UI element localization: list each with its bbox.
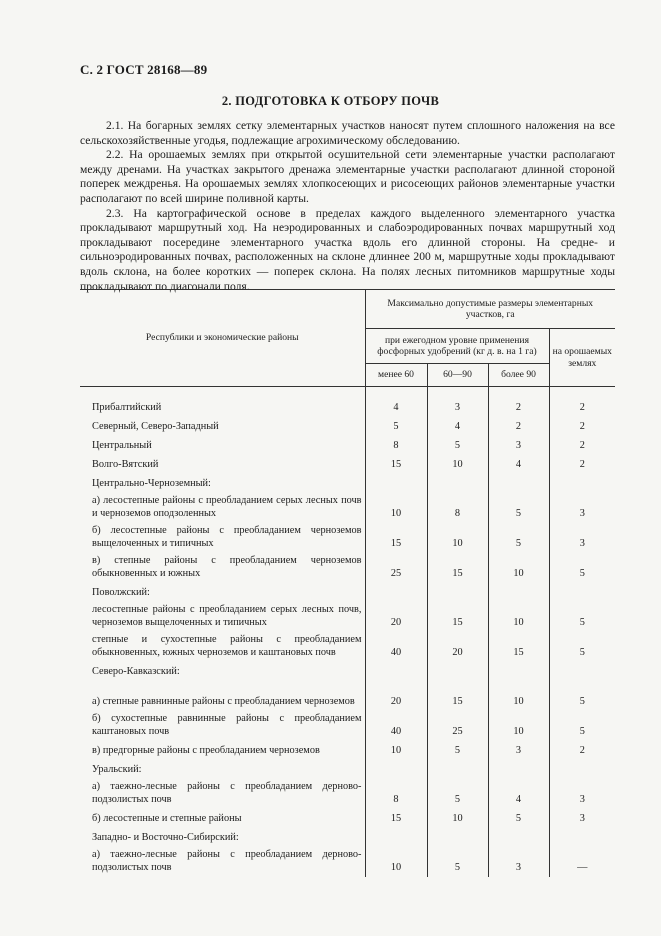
table-row xyxy=(80,828,615,847)
table-row xyxy=(80,741,615,760)
value-cell-a xyxy=(365,583,427,602)
region-cell: Северный, Северо-Западный xyxy=(92,420,219,432)
value-cell-b: 3 xyxy=(427,387,488,418)
paragraph-2-3: 2.3. На картографической основе в пределах каждого выделенного элементарного участка прокладывают маршрутный ход. На неэродированных и слабоэродированных почвах маршрутный ход прокладывают посередине элементарного участка вдоль его длинной стороны. На средне- и сильноэродированных почвах, расположенных на склоне длиннее 200 м, маршрутные ходы прокладывают вдоль склона, на более коротких — поперек склона. На полях лесных питомников маршрутные ходы прокладывают по диагонали поля. xyxy=(80,206,615,293)
value-cell-c xyxy=(488,760,549,779)
value-cell-d: 3 xyxy=(549,523,615,553)
value-cell-d xyxy=(549,583,615,602)
header-region: Республики и экономические районы xyxy=(80,290,365,387)
header-lt60: менее 60 xyxy=(365,364,427,387)
value-cell-c: 3 xyxy=(488,741,549,760)
value-cell-a: 15 xyxy=(365,523,427,553)
table-body xyxy=(80,387,615,878)
value-cell-d: 3 xyxy=(549,809,615,828)
value-cell-c: 10 xyxy=(488,681,549,711)
table-row xyxy=(80,436,615,455)
page-header: С. 2 ГОСТ 28168—89 xyxy=(80,62,208,77)
paragraph-2-1: 2.1. На богарных землях сетку элементарных участков наносят путем сплошного наложения на все сельскохозяйственные угодья, подлежащие агрохимическому обследованию. xyxy=(80,119,615,147)
region-cell: б) лесостепные и степные районы xyxy=(92,812,242,824)
value-cell-d: — xyxy=(549,847,615,877)
value-cell-a: 15 xyxy=(365,455,427,474)
header-irrigated: на орошаемых землях xyxy=(549,329,615,387)
table-row xyxy=(80,493,615,523)
region-cell: Северо-Кавказский: xyxy=(92,665,180,677)
value-cell-b xyxy=(427,760,488,779)
region-cell: в) степные районы с преобладанием черноземов обыкновенных и южных xyxy=(92,555,362,579)
table-row xyxy=(80,779,615,809)
value-cell-b: 25 xyxy=(427,711,488,741)
value-cell-a: 5 xyxy=(365,417,427,436)
region-cell: степные и сухостепные районы с преобладанием обыкновенных, южных черноземов и каштановых почв xyxy=(92,634,362,658)
table-row xyxy=(80,387,615,418)
value-cell-c: 3 xyxy=(488,436,549,455)
value-cell-d xyxy=(549,760,615,779)
value-cell-a: 20 xyxy=(365,681,427,711)
value-cell-c: 4 xyxy=(488,779,549,809)
value-cell-c: 2 xyxy=(488,387,549,418)
value-cell-d xyxy=(549,828,615,847)
value-cell-c: 5 xyxy=(488,809,549,828)
header-fertilizer: при ежегодном уровне применения фосфорных удобрений (кг д. в. на 1 га) xyxy=(365,329,549,364)
table-row xyxy=(80,474,615,493)
value-cell-b: 20 xyxy=(427,632,488,662)
region-cell: а) таежно-лесные районы с преобладанием дерново-подзолистых почв xyxy=(92,781,362,805)
paragraph-2-2: 2.2. На орошаемых землях при открытой осушительной сети элементарные участки располагают между дренами. На участках закрытого дренажа элементарные участки располагают длинной стороной поперек междренья. На орошаемых землях хлопкосеющих и рисосеющих районов элементарные участки располагают по всей ширине поливной карты. xyxy=(80,148,615,205)
value-cell-d: 3 xyxy=(549,779,615,809)
value-cell-b: 15 xyxy=(427,681,488,711)
value-cell-c: 2 xyxy=(488,417,549,436)
value-cell-b xyxy=(427,583,488,602)
table-row xyxy=(80,583,615,602)
value-cell-d: 2 xyxy=(549,455,615,474)
table-row xyxy=(80,417,615,436)
table-row xyxy=(80,523,615,553)
region-cell: Уральский: xyxy=(92,763,142,775)
value-cell-d: 2 xyxy=(549,741,615,760)
value-cell-b: 5 xyxy=(427,847,488,877)
value-cell-d: 5 xyxy=(549,632,615,662)
value-cell-b: 10 xyxy=(427,809,488,828)
value-cell-c: 5 xyxy=(488,493,549,523)
region-cell: б) лесостепные районы с преобладанием черноземов выщелоченных и типичных xyxy=(92,525,362,549)
value-cell-c xyxy=(488,474,549,493)
value-cell-b: 15 xyxy=(427,553,488,583)
value-cell-b: 4 xyxy=(427,417,488,436)
header-gt90: более 90 xyxy=(488,364,549,387)
value-cell-c xyxy=(488,828,549,847)
value-cell-d: 5 xyxy=(549,681,615,711)
value-cell-b: 5 xyxy=(427,436,488,455)
value-cell-a: 10 xyxy=(365,847,427,877)
region-cell: а) лесостепные районы с преобладанием серых лесных почв и черноземов оподзоленных xyxy=(92,495,362,519)
table-row xyxy=(80,662,615,681)
value-cell-a: 4 xyxy=(365,387,427,418)
value-cell-d: 5 xyxy=(549,602,615,632)
value-cell-c: 5 xyxy=(488,523,549,553)
value-cell-d: 2 xyxy=(549,387,615,418)
value-cell-b: 10 xyxy=(427,523,488,553)
table-row xyxy=(80,809,615,828)
value-cell-b: 5 xyxy=(427,741,488,760)
value-cell-b: 5 xyxy=(427,779,488,809)
value-cell-b xyxy=(427,828,488,847)
table-row xyxy=(80,632,615,662)
value-cell-b xyxy=(427,474,488,493)
value-cell-a: 8 xyxy=(365,779,427,809)
value-cell-c: 10 xyxy=(488,553,549,583)
value-cell-b: 15 xyxy=(427,602,488,632)
table-row xyxy=(80,847,615,877)
table-row xyxy=(80,711,615,741)
region-cell: Западно- и Восточно-Сибирский: xyxy=(92,831,239,843)
value-cell-a: 40 xyxy=(365,632,427,662)
value-cell-c: 4 xyxy=(488,455,549,474)
region-cell: а) степные равнинные районы с преобладанием черноземов xyxy=(92,695,355,707)
value-cell-d: 2 xyxy=(549,436,615,455)
value-cell-d: 5 xyxy=(549,553,615,583)
value-cell-b: 8 xyxy=(427,493,488,523)
region-cell: в) предгорные районы с преобладанием черноземов xyxy=(92,744,320,756)
value-cell-c xyxy=(488,662,549,681)
value-cell-c: 10 xyxy=(488,602,549,632)
value-cell-a xyxy=(365,474,427,493)
region-cell: б) сухостепные равнинные районы с преобладанием каштановых почв xyxy=(92,713,362,737)
value-cell-c xyxy=(488,583,549,602)
value-cell-a: 10 xyxy=(365,493,427,523)
region-cell: Волго-Вятский xyxy=(92,458,159,470)
value-cell-c: 15 xyxy=(488,632,549,662)
value-cell-c: 10 xyxy=(488,711,549,741)
value-cell-a xyxy=(365,760,427,779)
region-cell: Центрально-Черноземный: xyxy=(92,477,211,489)
value-cell-a: 40 xyxy=(365,711,427,741)
value-cell-a: 8 xyxy=(365,436,427,455)
header-max-size: Максимально допустимые размеры элементарных участков, га xyxy=(365,290,615,329)
value-cell-a: 15 xyxy=(365,809,427,828)
value-cell-b: 10 xyxy=(427,455,488,474)
value-cell-d: 2 xyxy=(549,417,615,436)
value-cell-a: 25 xyxy=(365,553,427,583)
value-cell-a: 10 xyxy=(365,741,427,760)
value-cell-a xyxy=(365,662,427,681)
region-cell: Прибалтийский xyxy=(92,401,162,413)
value-cell-a: 20 xyxy=(365,602,427,632)
value-cell-d xyxy=(549,474,615,493)
header-60-90: 60—90 xyxy=(427,364,488,387)
value-cell-b xyxy=(427,662,488,681)
table-row xyxy=(80,760,615,779)
value-cell-d: 5 xyxy=(549,711,615,741)
value-cell-a xyxy=(365,828,427,847)
section-title: 2. ПОДГОТОВКА К ОТБОРУ ПОЧВ xyxy=(221,94,440,108)
body-text xyxy=(80,119,615,294)
value-cell-c: 3 xyxy=(488,847,549,877)
value-cell-d: 3 xyxy=(549,493,615,523)
region-cell: лесостепные районы с преобладанием серых лесных почв, черноземов выщелоченных и типичных xyxy=(92,604,362,628)
value-cell-d xyxy=(549,662,615,681)
table-row xyxy=(80,553,615,583)
table-row xyxy=(80,455,615,474)
table-row xyxy=(80,602,615,632)
region-cell: а) таежно-лесные районы с преобладанием дерново-подзолистых почв xyxy=(92,849,362,873)
plot-size-table xyxy=(80,289,615,877)
region-cell: Центральный xyxy=(92,439,152,451)
table-row xyxy=(80,681,615,711)
region-cell: Поволжский: xyxy=(92,586,150,598)
